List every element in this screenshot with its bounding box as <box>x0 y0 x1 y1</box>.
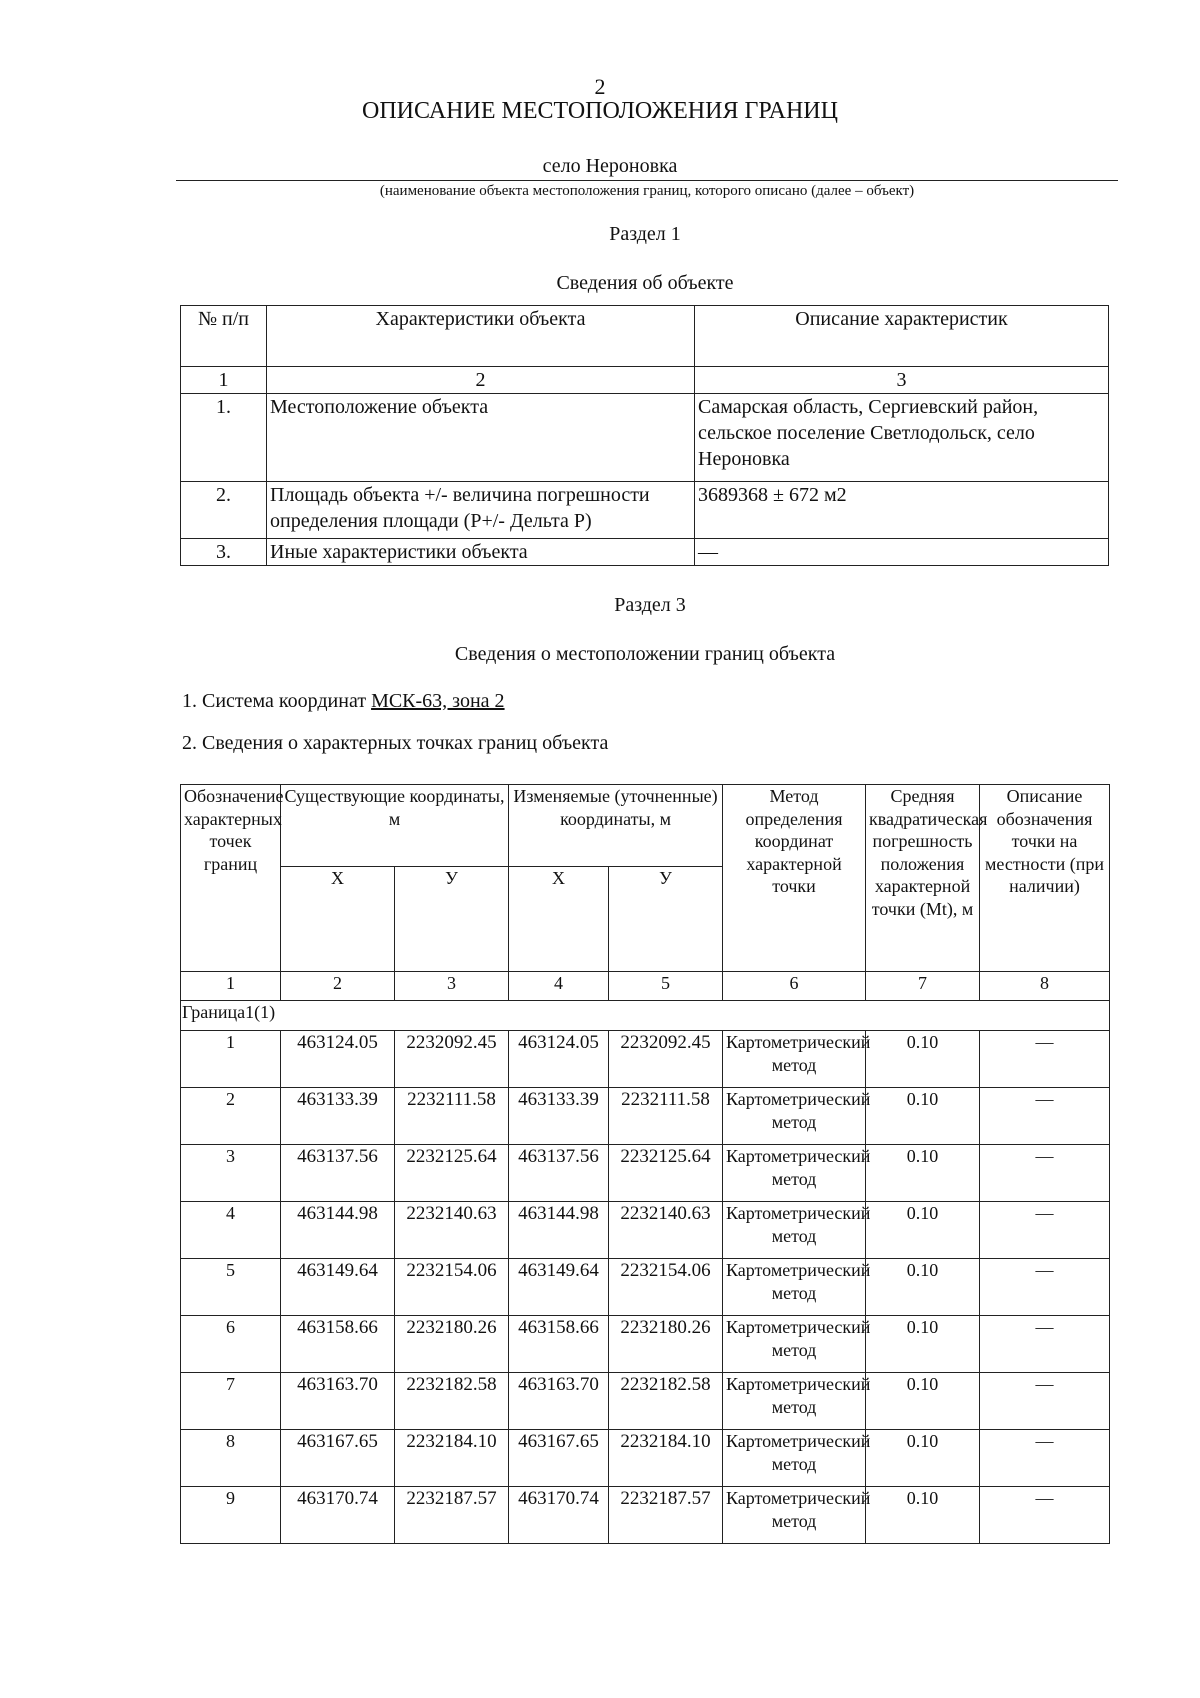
header-changed-coords: Изменяемые (уточненные) координаты, м <box>509 785 723 867</box>
mean-square-error: 0.10 <box>866 1259 980 1316</box>
col-number: 8 <box>980 972 1110 1001</box>
row-description: Самарская область, Сергиевский район, сельское поселение Светлодольск, село Нероновка <box>695 394 1109 482</box>
mean-square-error: 0.10 <box>866 1031 980 1088</box>
row-characteristic: Иные характеристики объекта <box>267 539 695 566</box>
table-row <box>181 539 1109 566</box>
header-error: Средняя квадратическая погрешность положения характерной точки (Mt), м <box>866 785 980 972</box>
row-num: 2. <box>181 482 267 539</box>
changed-y: 2232182.58 <box>609 1373 723 1430</box>
changed-x: 463170.74 <box>509 1487 609 1544</box>
page-number: 2 <box>594 74 606 99</box>
table-row <box>181 1316 1110 1373</box>
point-id: 7 <box>181 1373 281 1430</box>
row-description: 3689368 ± 672 м2 <box>695 482 1109 539</box>
table-row <box>181 394 1109 482</box>
method: Картометрический метод <box>723 1316 866 1373</box>
changed-x: 463167.65 <box>509 1430 609 1487</box>
point-description: — <box>980 1202 1110 1259</box>
row-description: — <box>695 539 1109 566</box>
changed-y: 2232187.57 <box>609 1487 723 1544</box>
object-name-underline <box>176 180 1118 181</box>
coordinate-system-label: 1. Система координат <box>182 690 367 712</box>
point-id: 1 <box>181 1031 281 1088</box>
boundary-label: Граница1(1) <box>181 1001 1110 1031</box>
col-number: 5 <box>609 972 723 1001</box>
point-description: — <box>980 1373 1110 1430</box>
point-id: 9 <box>181 1487 281 1544</box>
mean-square-error: 0.10 <box>866 1202 980 1259</box>
section1-subheading: Сведения об объекте <box>556 272 734 294</box>
document-title: ОПИСАНИЕ МЕСТОПОЛОЖЕНИЯ ГРАНИЦ <box>362 98 838 124</box>
row-num: 1. <box>181 394 267 482</box>
changed-x: 463163.70 <box>509 1373 609 1430</box>
point-description: — <box>980 1487 1110 1544</box>
col-number: 3 <box>395 972 509 1001</box>
section1-heading: Раздел 1 <box>609 223 681 245</box>
existing-x: 463149.64 <box>281 1259 395 1316</box>
changed-y: 2232154.06 <box>609 1259 723 1316</box>
row-characteristic: Местоположение объекта <box>267 394 695 482</box>
changed-y: 2232125.64 <box>609 1145 723 1202</box>
changed-y: 2232092.45 <box>609 1031 723 1088</box>
header-designation: Обозначение характерных точек границ <box>181 785 281 972</box>
existing-x: 463133.39 <box>281 1088 395 1145</box>
coordinate-system-value: МСК-63, зона 2 <box>371 690 505 712</box>
header-x: Х <box>509 867 609 972</box>
col-number: 7 <box>866 972 980 1001</box>
existing-x: 463163.70 <box>281 1373 395 1430</box>
existing-x: 463137.56 <box>281 1145 395 1202</box>
changed-y: 2232111.58 <box>609 1088 723 1145</box>
header-characteristics: Характеристики объекта <box>267 306 695 367</box>
mean-square-error: 0.10 <box>866 1487 980 1544</box>
col-number: 1 <box>181 972 281 1001</box>
header-existing-coords: Существующие координаты, м <box>281 785 509 867</box>
existing-y: 2232092.45 <box>395 1031 509 1088</box>
mean-square-error: 0.10 <box>866 1430 980 1487</box>
col-number: 3 <box>695 367 1109 394</box>
existing-x: 463167.65 <box>281 1430 395 1487</box>
changed-x: 463149.64 <box>509 1259 609 1316</box>
method: Картометрический метод <box>723 1430 866 1487</box>
col-number: 2 <box>281 972 395 1001</box>
method: Картометрический метод <box>723 1088 866 1145</box>
existing-y: 2232140.63 <box>395 1202 509 1259</box>
point-description: — <box>980 1430 1110 1487</box>
point-description: — <box>980 1088 1110 1145</box>
existing-x: 463170.74 <box>281 1487 395 1544</box>
mean-square-error: 0.10 <box>866 1373 980 1430</box>
table-row <box>181 1259 1110 1316</box>
header-point-description: Описание обозначения точки на местности (при наличии) <box>980 785 1110 972</box>
existing-y: 2232154.06 <box>395 1259 509 1316</box>
points-heading: 2. Сведения о характерных точках границ объекта <box>182 732 609 754</box>
table-row <box>181 1088 1110 1145</box>
mean-square-error: 0.10 <box>866 1145 980 1202</box>
method: Картометрический метод <box>723 1145 866 1202</box>
col-number: 2 <box>267 367 695 394</box>
table-row <box>181 1487 1110 1544</box>
table-row <box>181 1202 1110 1259</box>
table-row <box>181 1430 1110 1487</box>
method: Картометрический метод <box>723 1373 866 1430</box>
table-row <box>181 1373 1110 1430</box>
method: Картометрический метод <box>723 1202 866 1259</box>
header-y: У <box>395 867 509 972</box>
mean-square-error: 0.10 <box>866 1088 980 1145</box>
header-description: Описание характеристик <box>695 306 1109 367</box>
section3-subheading: Сведения о местоположении границ объекта <box>454 643 836 665</box>
row-characteristic: Площадь объекта +/- величина погрешности определения площади (Р+/- Дельта Р) <box>267 482 695 539</box>
header-y: У <box>609 867 723 972</box>
existing-y: 2232111.58 <box>395 1088 509 1145</box>
point-id: 4 <box>181 1202 281 1259</box>
object-info-table <box>180 305 1109 566</box>
point-id: 3 <box>181 1145 281 1202</box>
changed-x: 463144.98 <box>509 1202 609 1259</box>
table-row <box>181 1031 1110 1088</box>
object-name: село Нероновка <box>542 155 678 177</box>
method: Картометрический метод <box>723 1259 866 1316</box>
point-id: 6 <box>181 1316 281 1373</box>
existing-y: 2232180.26 <box>395 1316 509 1373</box>
changed-x: 463158.66 <box>509 1316 609 1373</box>
method: Картометрический метод <box>723 1487 866 1544</box>
existing-x: 463158.66 <box>281 1316 395 1373</box>
section3-heading: Раздел 3 <box>614 594 686 616</box>
object-caption: (наименование объекта местоположения границ, которого описано (далее – объект) <box>379 183 915 199</box>
changed-x: 463133.39 <box>509 1088 609 1145</box>
point-id: 8 <box>181 1430 281 1487</box>
table-row <box>181 1145 1110 1202</box>
existing-x: 463124.05 <box>281 1031 395 1088</box>
header-num: № п/п <box>181 306 267 367</box>
point-id: 5 <box>181 1259 281 1316</box>
col-number: 4 <box>509 972 609 1001</box>
col-number: 1 <box>181 367 267 394</box>
mean-square-error: 0.10 <box>866 1316 980 1373</box>
changed-y: 2232180.26 <box>609 1316 723 1373</box>
changed-x: 463124.05 <box>509 1031 609 1088</box>
existing-y: 2232182.58 <box>395 1373 509 1430</box>
boundary-points-table <box>180 784 1110 1544</box>
coordinate-system-line <box>182 690 505 713</box>
point-description: — <box>980 1316 1110 1373</box>
existing-y: 2232187.57 <box>395 1487 509 1544</box>
header-x: Х <box>281 867 395 972</box>
row-num: 3. <box>181 539 267 566</box>
col-number: 6 <box>723 972 866 1001</box>
existing-y: 2232184.10 <box>395 1430 509 1487</box>
method: Картометрический метод <box>723 1031 866 1088</box>
point-id: 2 <box>181 1088 281 1145</box>
header-method: Метод определения координат характерной точки <box>723 785 866 972</box>
changed-y: 2232184.10 <box>609 1430 723 1487</box>
point-description: — <box>980 1145 1110 1202</box>
changed-y: 2232140.63 <box>609 1202 723 1259</box>
table-row <box>181 482 1109 539</box>
changed-x: 463137.56 <box>509 1145 609 1202</box>
point-description: — <box>980 1031 1110 1088</box>
point-description: — <box>980 1259 1110 1316</box>
existing-x: 463144.98 <box>281 1202 395 1259</box>
existing-y: 2232125.64 <box>395 1145 509 1202</box>
